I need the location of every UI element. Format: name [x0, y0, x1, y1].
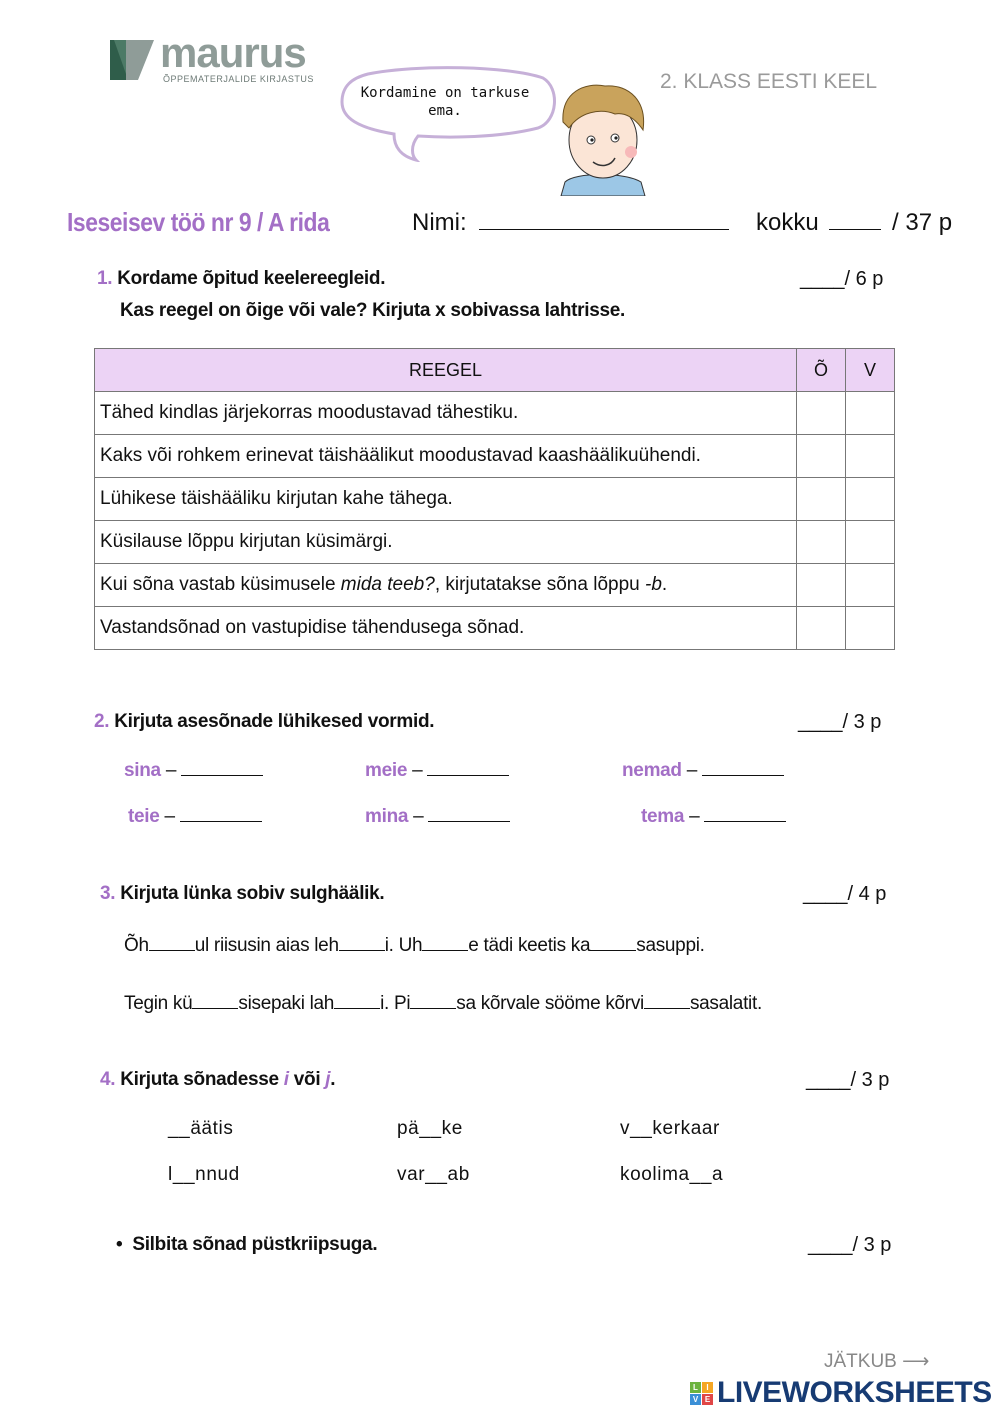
- pronoun-item: [622, 757, 784, 782]
- task1-title: Kordame õpitud keelereegleid.: [117, 268, 386, 289]
- task4-number: 4.: [100, 1069, 116, 1090]
- true-cell[interactable]: [797, 564, 846, 607]
- task1-heading: [97, 268, 385, 290]
- rule-text-italic: mida teeb?: [340, 574, 435, 595]
- brand-letter: I: [702, 1382, 713, 1393]
- rule-text: Küsilause lõppu kirjutan küsimärgi.: [95, 521, 797, 564]
- table-row: [95, 521, 895, 564]
- rule-text-part: Kui sõna vastab küsimusele: [100, 574, 341, 595]
- liveworksheets-logo: [690, 1378, 992, 1408]
- ij-word[interactable]: __äätis: [168, 1118, 234, 1139]
- sentence-part: e tädi keetis ka: [468, 935, 591, 956]
- pronoun-item: [124, 757, 263, 782]
- consonant-input[interactable]: [590, 932, 636, 951]
- false-cell[interactable]: [846, 478, 895, 521]
- pronoun-item: [641, 803, 786, 828]
- pronoun-item: [128, 803, 262, 828]
- consonant-input[interactable]: [410, 990, 456, 1009]
- rule-text: Kaks või rohkem erinevat täishäälikut moodustavad kaashäälikuühendi.: [95, 435, 797, 478]
- name-label: Nimi:: [412, 209, 467, 236]
- pronoun-answer-input[interactable]: [181, 757, 263, 776]
- dash: –: [164, 806, 175, 827]
- table-row: [95, 392, 895, 435]
- column-header-rule: REEGEL: [95, 349, 797, 392]
- sentence-part: Tegin kü: [124, 993, 193, 1014]
- rules-table: [94, 348, 895, 650]
- bullet-icon: •: [116, 1234, 123, 1255]
- task2-title: Kirjuta asesõnade lühikesed vormid.: [114, 711, 435, 732]
- task2-score[interactable]: ____/ 3 p: [798, 711, 882, 733]
- brand-letter: L: [690, 1382, 701, 1393]
- task3-number: 3.: [100, 883, 116, 904]
- pronoun-answer-input[interactable]: [702, 757, 784, 776]
- task3-score[interactable]: ____/ 4 p: [803, 883, 887, 905]
- dash: –: [686, 760, 698, 781]
- rule-text: Tähed kindlas järjekorras moodustavad tähestiku.: [95, 392, 797, 435]
- table-row: [95, 564, 895, 607]
- column-header-false: V: [846, 349, 895, 392]
- grade-subject: 2. KLASS EESTI KEEL: [660, 70, 878, 93]
- rule-text: [95, 564, 797, 607]
- sentence-part: i. Uh: [384, 935, 423, 956]
- sentence-part: ul riisusin aias leh: [194, 935, 339, 956]
- consonant-input[interactable]: [192, 990, 238, 1009]
- rule-text-part: .: [661, 574, 668, 595]
- sentence-part: sasuppi.: [636, 935, 705, 956]
- letter-j: j: [325, 1069, 331, 1090]
- pronoun-word: tema: [641, 806, 685, 827]
- true-cell[interactable]: [797, 435, 846, 478]
- pronoun-item: [365, 803, 510, 828]
- true-cell[interactable]: [797, 521, 846, 564]
- rule-text: Vastandsõnad on vastupidise tähendusega sõnad.: [95, 607, 797, 650]
- live-blocks-icon: [690, 1382, 713, 1405]
- table-row: [95, 435, 895, 478]
- task4-title-end: .: [330, 1069, 336, 1090]
- table-row: [95, 607, 895, 650]
- fill-sentence-1: [124, 932, 705, 957]
- task3-title: Kirjuta lünka sobiv sulghäälik.: [120, 883, 385, 904]
- true-cell[interactable]: [797, 392, 846, 435]
- pronoun-word: sina: [124, 760, 161, 781]
- consonant-input[interactable]: [644, 990, 690, 1009]
- total-score-input[interactable]: [829, 211, 881, 230]
- pronoun-answer-input[interactable]: [180, 803, 262, 822]
- pronoun-item: [365, 757, 509, 782]
- task4-heading: [100, 1069, 335, 1091]
- sentence-part: sisepaki lah: [238, 993, 335, 1014]
- task1-number: 1.: [97, 268, 113, 289]
- pronoun-answer-input[interactable]: [704, 803, 786, 822]
- ij-word[interactable]: koolima__a: [620, 1164, 724, 1185]
- task4-title-mid: või: [288, 1069, 326, 1090]
- boy-illustration-icon: [555, 82, 651, 196]
- true-cell[interactable]: [797, 607, 846, 650]
- false-cell[interactable]: [846, 607, 895, 650]
- task2-heading: [94, 711, 434, 733]
- speech-bubble-text: Kordamine on tarkuse ema.: [360, 85, 530, 119]
- pronoun-word: teie: [128, 806, 160, 827]
- false-cell[interactable]: [846, 564, 895, 607]
- false-cell[interactable]: [846, 435, 895, 478]
- rule-text-italic: -b: [645, 574, 662, 595]
- false-cell[interactable]: [846, 521, 895, 564]
- brand-letter: E: [702, 1394, 713, 1405]
- ij-word[interactable]: var__ab: [397, 1164, 470, 1185]
- table-header-row: [95, 349, 895, 392]
- total-max: / 37 p: [892, 209, 953, 236]
- sentence-part: sa kõrvale sööme kõrvi: [456, 993, 644, 1014]
- pronoun-word: meie: [365, 760, 408, 781]
- total-label: kokku: [756, 209, 819, 236]
- continue-label: JÄTKUB ⟶: [824, 1351, 930, 1372]
- name-row: [412, 209, 729, 237]
- ij-word[interactable]: v__kerkaar: [620, 1118, 720, 1139]
- task1-score[interactable]: ____/ 6 p: [800, 268, 884, 290]
- task5-title: Silbita sõnad püstkriipsuga.: [132, 1234, 378, 1255]
- dash: –: [413, 806, 424, 827]
- pronoun-word: nemad: [622, 760, 682, 781]
- rule-text-part: , kirjutatakse sõna lõppu: [434, 574, 645, 595]
- maurus-logo-icon: [110, 40, 154, 80]
- consonant-input[interactable]: [339, 932, 385, 951]
- sentence-part: sasalatit.: [689, 993, 762, 1014]
- task4-score[interactable]: ____/ 3 p: [806, 1069, 890, 1091]
- fill-sentence-2: [124, 990, 762, 1015]
- dash: –: [165, 760, 177, 781]
- rule-text: Lühikese täishääliku kirjutan kahe tähega.: [95, 478, 797, 521]
- pronoun-answer-input[interactable]: [428, 803, 510, 822]
- pronoun-answer-input[interactable]: [427, 757, 509, 776]
- brand-name: LIVEWORKSHEETS: [717, 1376, 992, 1409]
- task4-title: Kirjuta sõnadesse: [120, 1069, 284, 1090]
- worksheet-title: Iseseisev töö nr 9 / A rida: [67, 207, 330, 237]
- logo-subtitle: ÕPPEMATERJALIDE KIRJASTUS: [163, 74, 314, 84]
- table-row: [95, 478, 895, 521]
- ij-word[interactable]: l__nnud: [168, 1164, 240, 1185]
- name-input[interactable]: [479, 211, 729, 230]
- total-score-row: [756, 209, 952, 237]
- consonant-input[interactable]: [149, 932, 195, 951]
- true-cell[interactable]: [797, 478, 846, 521]
- brand-letter: V: [690, 1394, 701, 1405]
- sentence-part: i. Pi: [380, 993, 411, 1014]
- false-cell[interactable]: [846, 392, 895, 435]
- task3-heading: [100, 883, 384, 905]
- sentence-part: Õh: [124, 935, 149, 956]
- column-header-true: Õ: [797, 349, 846, 392]
- task2-number: 2.: [94, 711, 110, 732]
- task5-heading: [116, 1234, 377, 1256]
- task5-score[interactable]: ____/ 3 p: [808, 1234, 892, 1256]
- logo-name: maurus: [160, 29, 306, 76]
- consonant-input[interactable]: [422, 932, 468, 951]
- dash: –: [689, 806, 700, 827]
- consonant-input[interactable]: [334, 990, 380, 1009]
- dash: –: [412, 760, 423, 781]
- task1-instruction: Kas reegel on õige või vale? Kirjuta x sobivassa lahtrisse.: [120, 300, 626, 321]
- pronoun-word: mina: [365, 806, 409, 827]
- ij-word[interactable]: pä__ke: [397, 1118, 463, 1139]
- letter-i: i: [283, 1069, 289, 1090]
